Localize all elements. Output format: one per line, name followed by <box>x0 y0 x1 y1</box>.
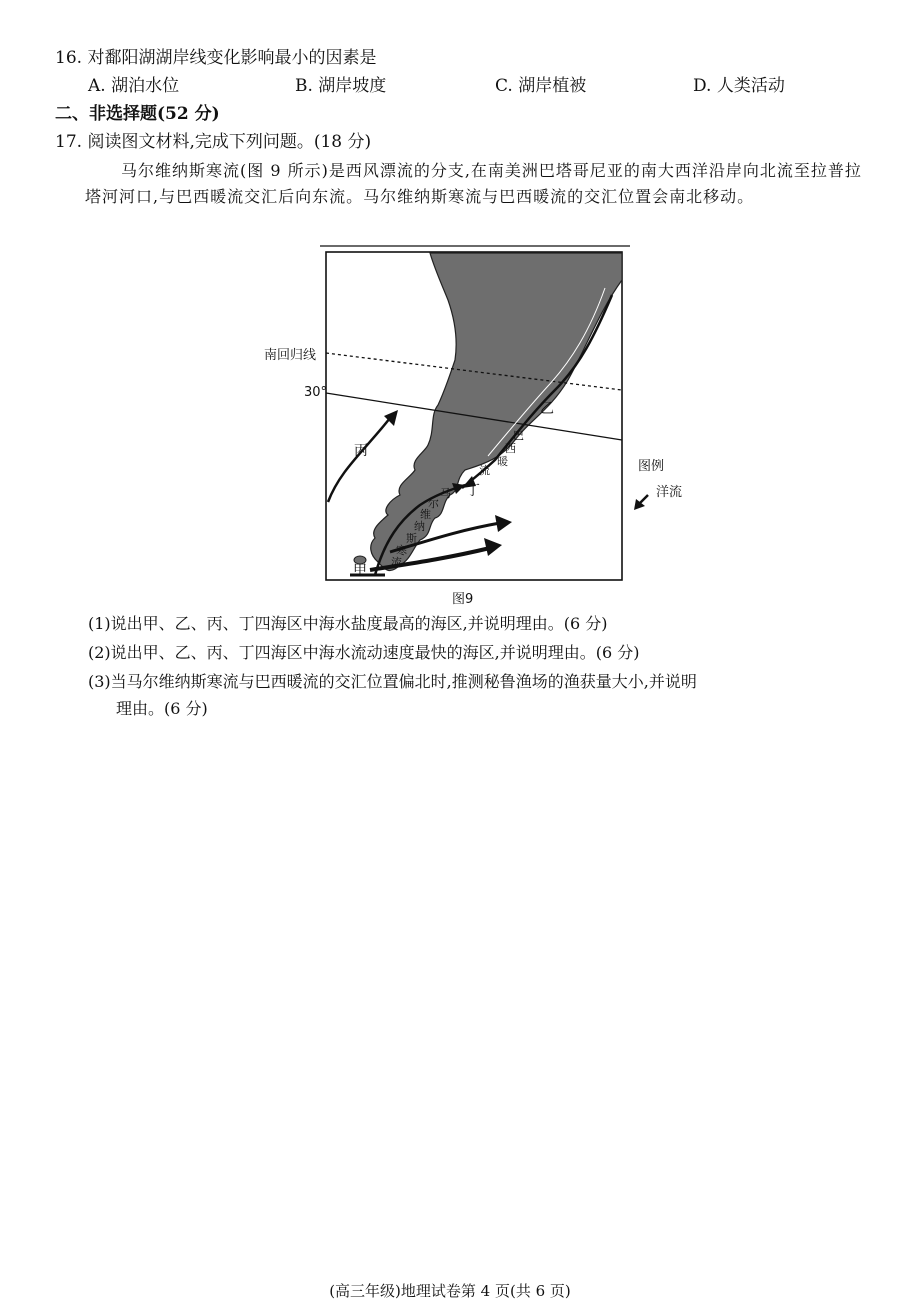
brazil-current-char-3: 暖 <box>497 455 508 468</box>
malvinas-char-2: 尔 <box>428 497 439 510</box>
q17-stem: 17. 阅读图文材料,完成下列问题。(18 分) <box>55 132 372 152</box>
q17-sub3-line2: 理由。(6 分) <box>116 699 208 718</box>
q16-option-d: D. 人类活动 <box>693 76 785 96</box>
legend-item: 洋流 <box>656 485 683 500</box>
area-label-jia: 甲 <box>353 563 367 579</box>
figure-caption: 图9 <box>452 592 474 607</box>
malvinas-char-6: 寒 <box>396 544 407 557</box>
q16-option-b: B. 湖岸坡度 <box>295 76 387 96</box>
lat-30-label: 30° <box>304 385 328 400</box>
legend-title: 图例 <box>638 459 665 474</box>
brazil-current-char-1: 巴 <box>513 429 524 442</box>
malvinas-char-1: 马 <box>440 487 451 500</box>
q16-option-c: C. 湖岸植被 <box>495 76 587 96</box>
area-label-yi: 乙 <box>540 401 554 417</box>
area-label-bing: 丙 <box>354 443 368 459</box>
map-svg <box>250 240 710 610</box>
area-label-ding: 丁 <box>466 483 480 499</box>
page-footer: (高三年级)地理试卷第 4 页(共 6 页) <box>329 1282 571 1300</box>
brazil-current-char-4: 流 <box>479 464 490 477</box>
malvinas-char-3: 维 <box>420 508 431 521</box>
brazil-current-char-2: 西 <box>505 442 516 455</box>
malvinas-char-4: 纳 <box>414 520 425 533</box>
figure-9-map <box>250 240 710 610</box>
q17-sub2: (2)说出甲、乙、丙、丁四海区中海水流动速度最快的海区,并说明理由。(6 分) <box>88 643 640 662</box>
malvinas-char-5: 斯 <box>406 532 417 545</box>
q17-material-paragraph: 马尔维纳斯寒流(图 9 所示)是西风漂流的分支,在南美洲巴塔哥尼亚的南大西洋沿岸向北流至拉普拉塔河河口,与巴西暖流交汇后向东流。马尔维纳斯寒流与巴西暖流的交汇位置会南北移动。 <box>85 161 862 206</box>
q17-sub1: (1)说出甲、乙、丙、丁四海区中海水盐度最高的海区,并说明理由。(6 分) <box>88 614 608 633</box>
malvinas-char-7: 流 <box>391 556 402 569</box>
tropic-label: 南回归线 <box>264 348 317 363</box>
q16-stem: 16. 对鄱阳湖湖岸线变化影响最小的因素是 <box>55 48 377 68</box>
section-heading: 二、非选择题(52 分) <box>55 104 220 124</box>
peru-current-arrow <box>328 418 390 502</box>
q17-sub3-line1: (3)当马尔维纳斯寒流与巴西暖流的交汇位置偏北时,推测秘鲁渔场的渔获量大小,并说明 <box>88 672 697 691</box>
q16-option-a: A. 湖泊水位 <box>88 76 180 96</box>
